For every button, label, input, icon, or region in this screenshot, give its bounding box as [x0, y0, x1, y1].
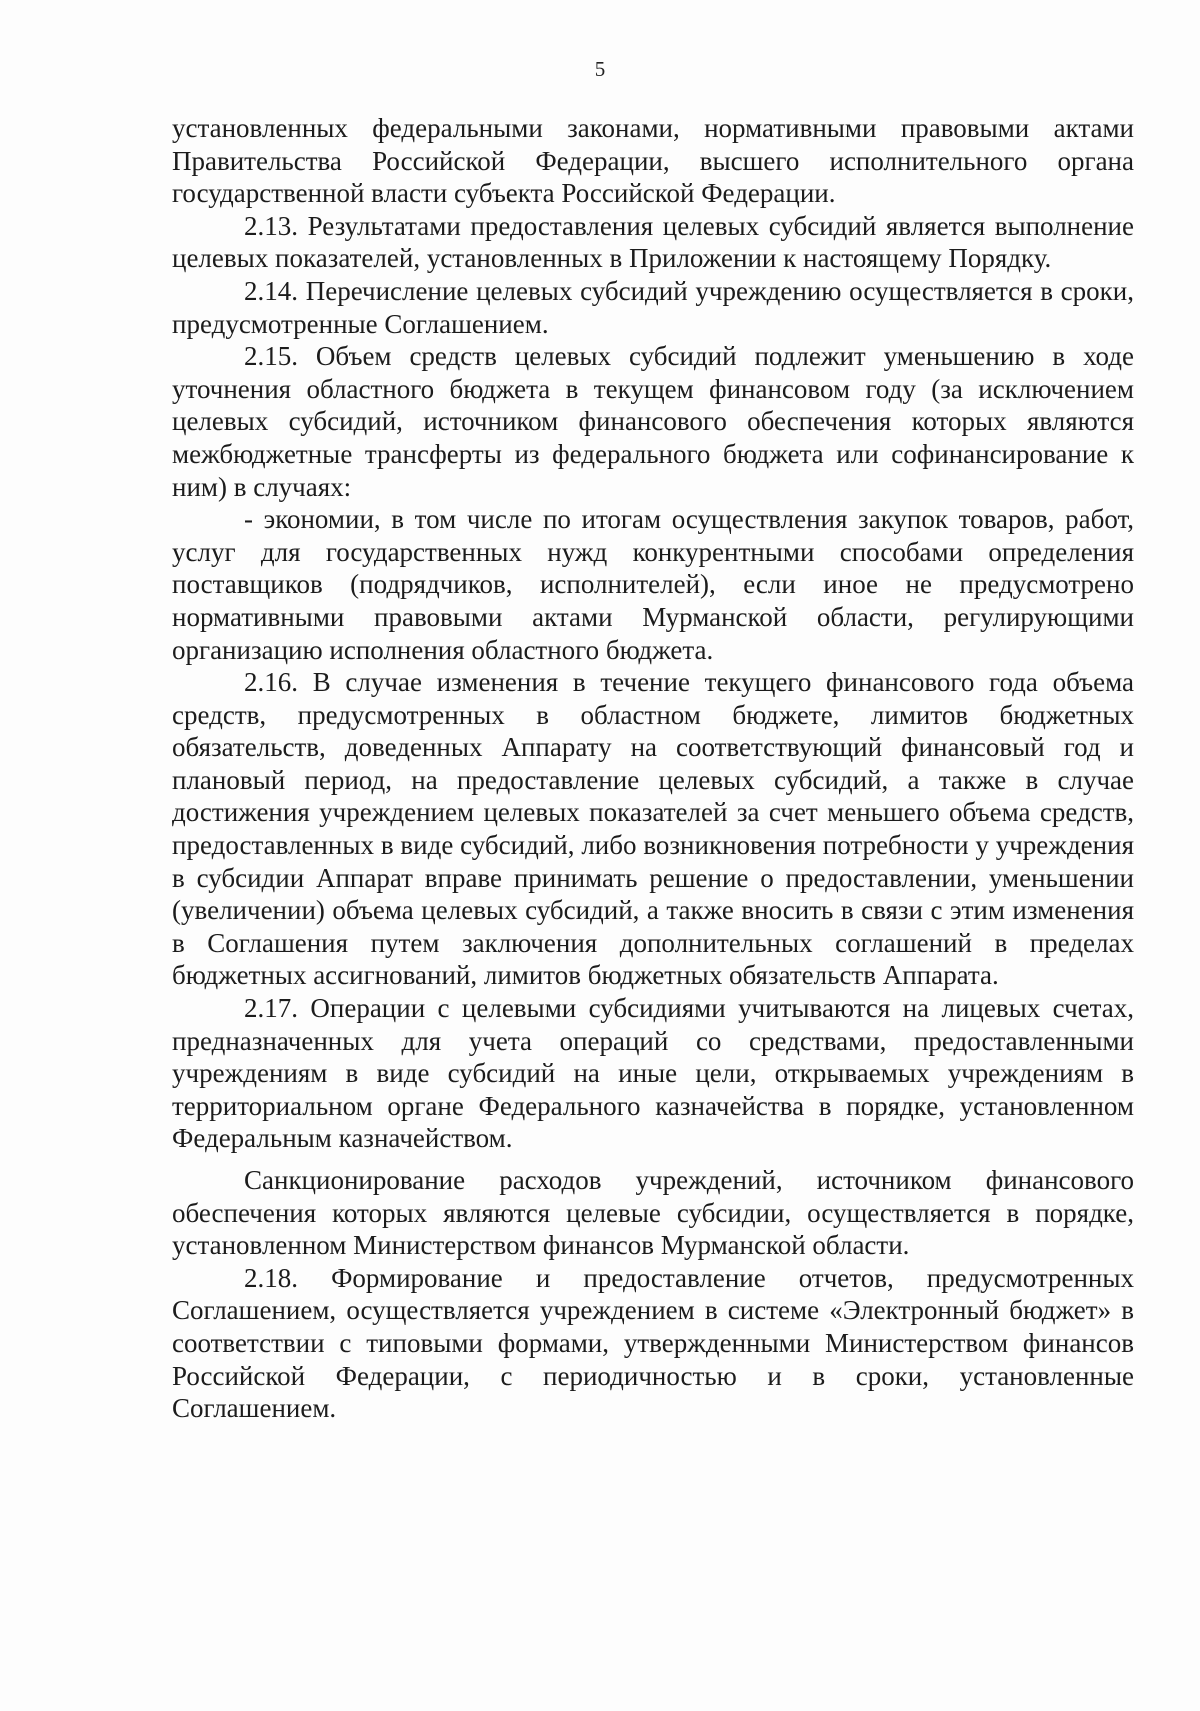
paragraph-2-18: 2.18. Формирование и предоставление отчетов, предусмотренных Соглашением, осуществляется учреждением в системе «Электронный бюджет» в соответствии с типовыми формами, утвержденными Министерством финансов Российской Федерации, с периодичностью и в сроки, установленные Соглашением. [172, 1262, 1134, 1424]
paragraph-2-15-item: - экономии, в том числе по итогам осуществления закупок товаров, работ, услуг для государственных нужд конкурентными способами определения поставщиков (подрядчиков, исполнителей), если иное не предусмотрено нормативными правовыми актами Мурманской области, регулирующими организацию исполнения областного бюджета. [172, 504, 1134, 665]
paragraph-2-14: 2.14. Перечисление целевых субсидий учреждению осуществляется в сроки, предусмотренные Соглашением. [172, 275, 1134, 339]
paragraph-2-16: 2.16. В случае изменения в течение текущего финансового года объема средств, предусмотренных в областном бюджете, лимитов бюджетных обязательств, доведенных Аппарату на соответствующий финансовый год и плановый период, на предоставление целевых субсидий, а также в случае достижения учреждением целевых показателей за счет меньшего объема средств, предоставленных в виде субсидий, либо возникновения потребности у учреждения в субсидии Аппарат вправе принимать решение о предоставлении, уменьшении (увеличении) объема целевых субсидий, а также вносить в связи с этим изменения в Соглашения путем заключения дополнительных соглашений в пределах бюджетных ассигнований, лимитов бюджетных обязательств Аппарата. [172, 667, 1134, 991]
paragraph-sanctioning: Санкционирование расходов учреждений, источником финансового обеспечения которых являются целевые субсидии, осуществляется в порядке, установленном Министерством финансов Мурманской области. [172, 1165, 1134, 1261]
paragraph-2-17: 2.17. Операции с целевыми субсидиями учитываются на лицевых счетах, предназначенных для учета операций со средствами, предоставленными учреждениям в виде субсидий на иные цели, открываемых учреждениям в территориальном органе Федерального казначейства в порядке, установленном Федеральным казначейством. [172, 993, 1134, 1154]
paragraph-2-13: 2.13. Результатами предоставления целевых субсидий является выполнение целевых показателей, установленных в Приложении к настоящему Порядку. [172, 210, 1134, 274]
paragraph-2-15: 2.15. Объем средств целевых субсидий подлежит уменьшению в ходе уточнения областного бюджета в текущем финансовом году (за исключением целевых субсидий, источником финансового обеспечения которых являются межбюджетные трансферты из федерального бюджета или софинансирование к ним) в случаях: [172, 341, 1134, 502]
page-number: 5 [594, 57, 606, 81]
paragraph-continuation: установленных федеральными законами, нормативными правовыми актами Правительства Российской Федерации, высшего исполнительного органа государственной власти субъекта Российской Федерации. [172, 113, 1134, 209]
document-body [172, 112, 1134, 1425]
